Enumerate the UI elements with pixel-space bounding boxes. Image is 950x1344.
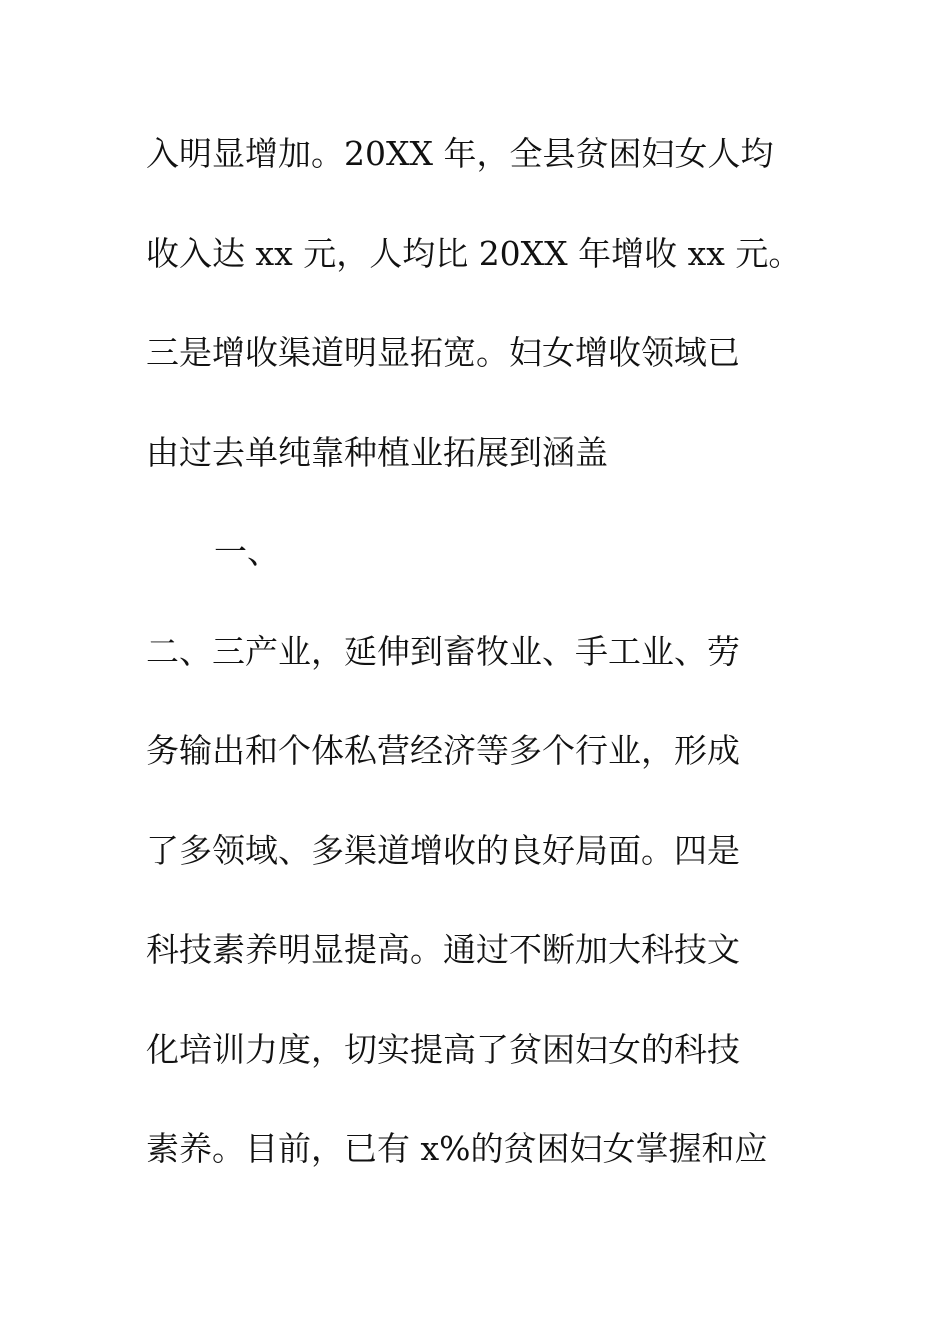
text-line: 由过去单纯靠种植业拓展到涵盖 bbox=[146, 433, 608, 472]
text-line: 务输出和个体私营经济等多个行业，形成 bbox=[146, 731, 740, 770]
text-line: 一、 bbox=[214, 532, 280, 571]
text-line: 素养。目前，已有 x%的贫困妇女掌握和应 bbox=[146, 1129, 768, 1168]
text-line: 化培训力度，切实提高了贫困妇女的科技 bbox=[146, 1030, 740, 1069]
text-line: 入明显增加。20XX 年，全县贫困妇女人均 bbox=[146, 134, 774, 173]
text-line: 二、三产业，延伸到畜牧业、手工业、劳 bbox=[146, 632, 740, 671]
text-line: 收入达 xx 元，人均比 20XX 年增收 xx 元。 bbox=[146, 234, 802, 273]
text-line: 三是增收渠道明显拓宽。妇女增收领域已 bbox=[146, 333, 740, 372]
text-line: 科技素养明显提高。通过不断加大科技文 bbox=[146, 930, 740, 969]
text-line: 了多领域、多渠道增收的良好局面。四是 bbox=[146, 831, 740, 870]
